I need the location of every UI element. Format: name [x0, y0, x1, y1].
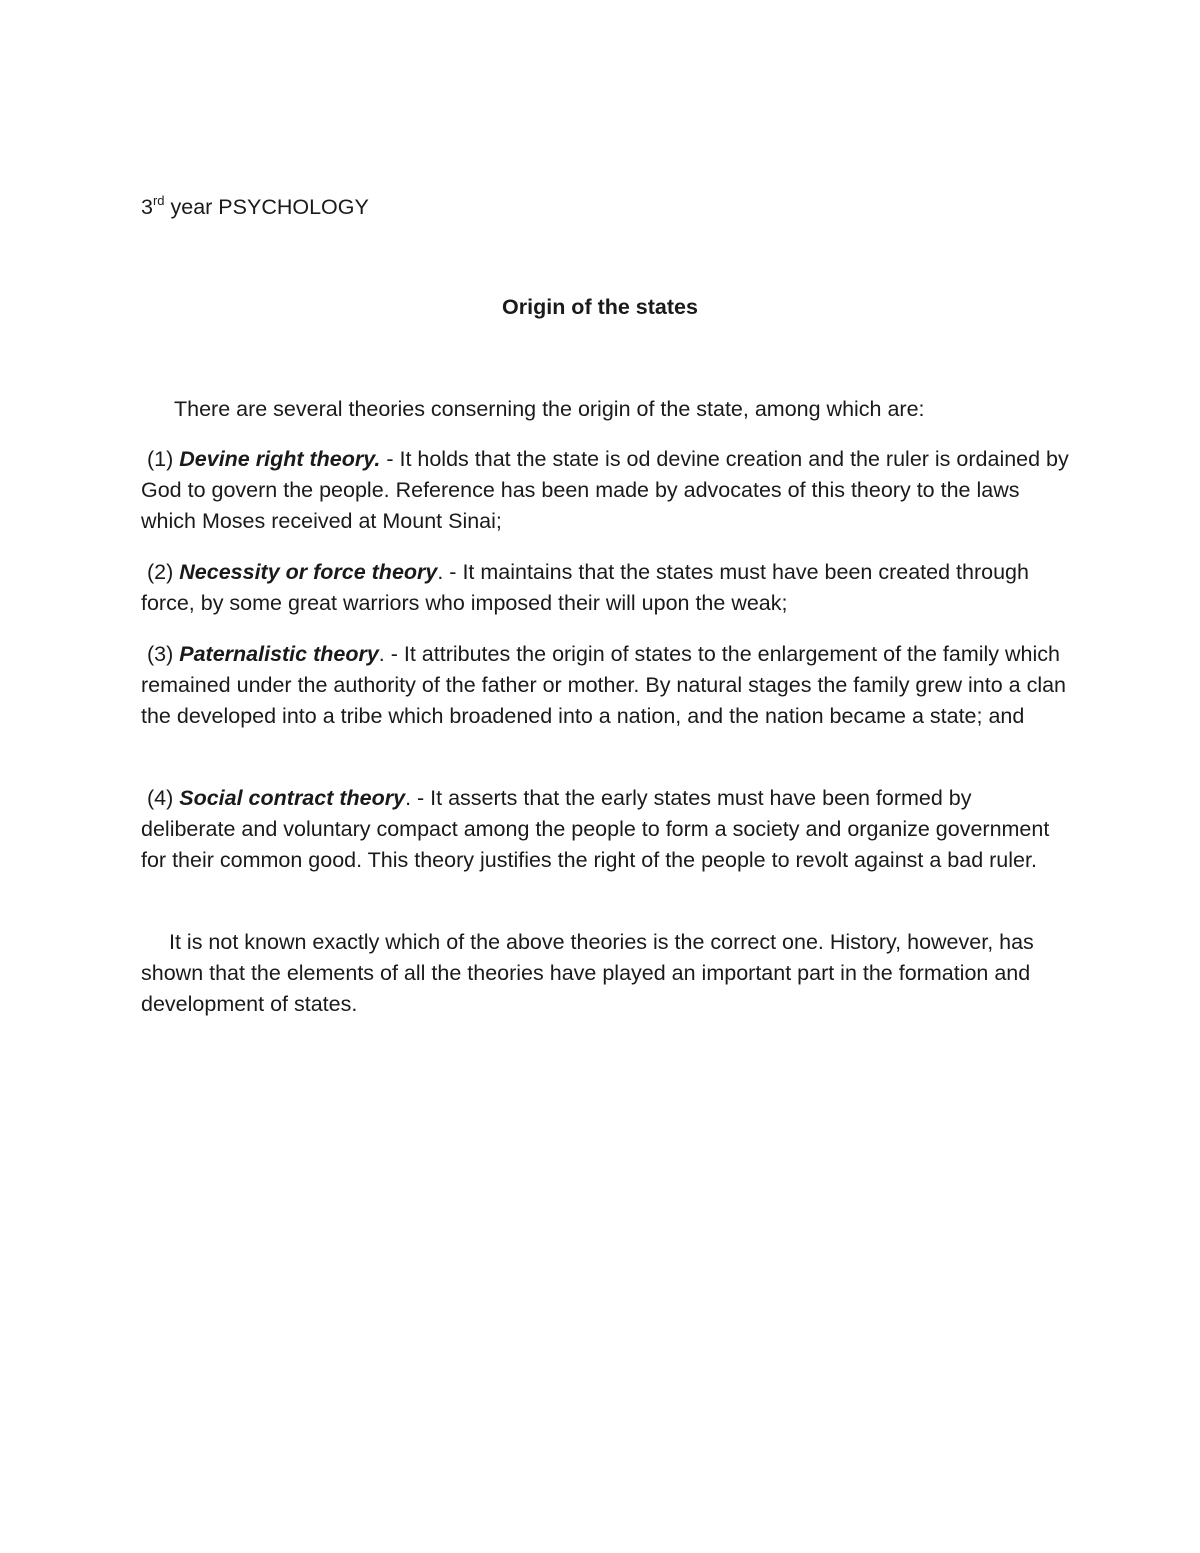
- theory-number: (2): [146, 560, 174, 584]
- year-number: 3: [141, 195, 153, 219]
- conclusion-paragraph: [141, 927, 1071, 1020]
- theory-paragraph-2: [141, 557, 1071, 619]
- theory-description: . - It asserts that the early states must have been formed by deliberate and voluntary compact among the people to form a society and organize government for their common good. This theory justifies the right of the people to revolt against a bad ruler.: [141, 786, 1050, 872]
- theory-paragraph-4: [141, 783, 1071, 876]
- theory-paragraph-3: [141, 639, 1071, 732]
- conclusion-text: It is not known exactly which of the above theories is the correct one. History, however, has shown that the elements of all the theories have played an important part in the formation and development of states.: [141, 930, 1034, 1016]
- course-heading: [141, 192, 369, 223]
- theory-number: (4): [146, 786, 174, 810]
- theory-term: Necessity or force theory: [179, 560, 438, 584]
- theory-term: Paternalistic theory: [179, 642, 379, 666]
- theory-number: (1): [146, 447, 174, 471]
- intro-paragraph: [141, 394, 1071, 425]
- document-title: Origin of the states: [502, 295, 698, 319]
- theory-number: (3): [146, 642, 174, 666]
- theory-description: . - It attributes the origin of states to the enlargement of the family which remained under the authority of the father or mother. By natural stages the family grew into a clan the developed into a tribe which broadened into a nation, and the nation became a state; and: [141, 642, 1067, 728]
- year-suffix: rd: [152, 193, 165, 208]
- theory-paragraph-1: [141, 444, 1071, 537]
- theory-description: - It holds that the state is od devine creation and the ruler is ordained by God to govern the people. Reference has been made by advocates of this theory to the laws which Moses received at Mount Sinai;: [141, 447, 1069, 533]
- theory-description: . - It maintains that the states must have been created through force, by some great warriors who imposed their will upon the weak;: [141, 560, 1029, 615]
- course-name: year PSYCHOLOGY: [164, 195, 369, 219]
- intro-text: There are several theories conserning the origin of the state, among which are:: [174, 397, 925, 421]
- theory-term: Social contract theory: [179, 786, 406, 810]
- theory-term: Devine right theory.: [179, 447, 381, 471]
